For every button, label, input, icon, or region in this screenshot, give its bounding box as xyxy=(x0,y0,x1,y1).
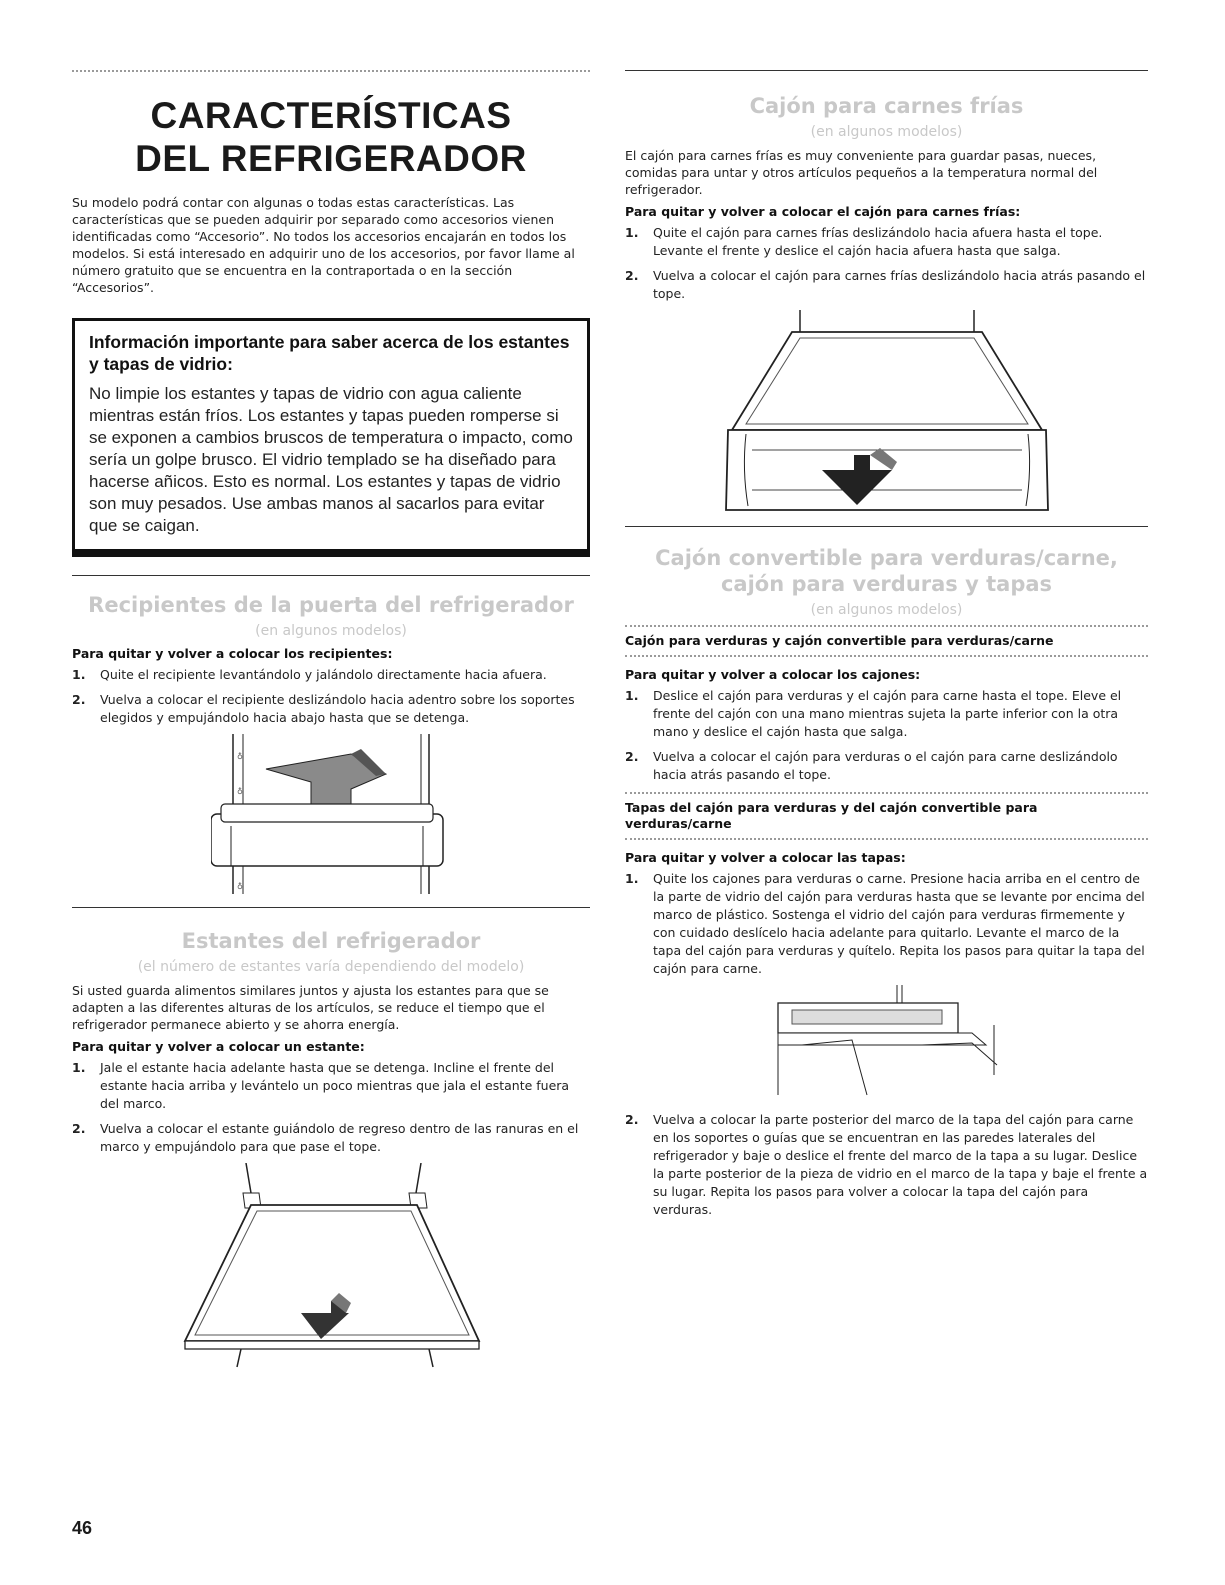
box-divider xyxy=(625,655,1148,657)
svg-text:♁: ♁ xyxy=(237,787,243,796)
meat-drawer-title: Cajón para carnes frías xyxy=(749,94,1024,118)
box-divider xyxy=(625,838,1148,840)
warning-title: Información importante para saber acerca de los estantes y tapas de vidrio: xyxy=(89,332,570,374)
intro-paragraph: Su modelo podrá contar con algunas o todas estas características. Las características que se pueden adquirir por separado como accesorios vienen identificadas como “Accesorio”. No todos los accesorios encajarán en todos los modelos. Si está interesado en adquirir uno de los accesorios, por favor llame al número gratuito que se encuentra en la contraportada o en la sección “Accesorios”. xyxy=(72,195,575,295)
svg-text:♁: ♁ xyxy=(237,882,243,891)
bins-subtitle: (en algunos modelos) xyxy=(255,623,407,639)
list-item: 1. Quite los cajones para verduras o carne. Presione hacia arriba en el centro de la parte de vidrio del cajón para verduras hasta que se levante por encima del marco de plástico. Sostenga el vidrio del cajón para verduras firmemente y con cuidado deslícelo hacia adelante para quitarlo. Levante el marco de la tapa del cajón para verduras y quítelo. Repita los pasos para quitar la tapa del cajón para carne. xyxy=(625,871,1145,976)
crisper-subtitle: (en algunos modelos) xyxy=(810,602,963,618)
list-item: 1. Jale el estante hacia adelante hasta que se detenga. Incline el frente del estante hacia arriba y levántelo un poco mientras que jala el estante fuera del marco. xyxy=(72,1060,570,1111)
page-title xyxy=(72,94,590,180)
crisper-steps-1 xyxy=(625,687,1148,784)
meat-drawer-intro: El cajón para carnes frías es muy conveniente para guardar pasas, nueces, comidas para untar y otros artículos pequeños a la temperatura normal del refrigerador. xyxy=(625,148,1098,197)
list-item: 2. Vuelva a colocar el recipiente deslizándolo hacia adentro sobre los soportes elegidos y empujándolo hacia abajo hasta que se detenga. xyxy=(72,692,575,725)
list-item: 2. Vuelva a colocar el cajón para carnes frías deslizándolo hacia atrás pasando el tope. xyxy=(625,268,1146,301)
crisper-box-1-heading: Cajón para verduras y cajón convertible para verduras/carne xyxy=(625,633,1054,648)
meat-drawer-subhead: Para quitar y volver a colocar el cajón para carnes frías: xyxy=(625,204,1021,219)
title-line-2: DEL REFRIGERADOR xyxy=(135,138,527,179)
left-column xyxy=(72,70,590,1374)
door-bin-illustration xyxy=(211,734,451,899)
page-number: 46 xyxy=(72,1518,93,1538)
crisper-subhead-1: Para quitar y volver a colocar los cajones: xyxy=(625,667,921,682)
warning-body: No limpie los estantes y tapas de vidrio con agua caliente mientras están fríos. Los estantes y tapas pueden romperse si se exponen a cambios bruscos de temperatura o impacto, como sería un golpe brusco. El vidrio templado se ha diseñado para hacerse añicos. Esto es normal. Los estantes y tapas de vidrio son muy pesados. Use ambas manos al sacarlos para evitar que se caigan. xyxy=(89,384,573,535)
list-item: 2. Vuelva a colocar la parte posterior del marco de la tapa del cajón para carne en los soportes o guías que se encuentran en las paredes laterales del refrigerador y baje o deslice el frente del marco de la tapa a su lugar. Deslice la parte posterior de la pieza de vidrio en el marco de la tapa y baje el frente a su lugar. Repita los pasos para volver a colocar la tapa del cajón para verduras. xyxy=(625,1112,1148,1217)
shelves-intro: Si usted guarda alimentos similares juntos y ajusta los estantes para que se adapten a las diferentes alturas de los artículos, se reduce el tiempo que el refrigerador permanece abierto y se ahorra energía. xyxy=(72,983,549,1032)
right-column xyxy=(625,70,1148,1226)
svg-text:♁: ♁ xyxy=(237,752,243,761)
shelves-subtitle: (el número de estantes varía dependiendo del modelo) xyxy=(137,959,525,975)
shelves-title: Estantes del refrigerador xyxy=(181,929,481,953)
bins-title: Recipientes de la puerta del refrigerador xyxy=(88,593,574,617)
meat-drawer-steps xyxy=(625,224,1148,303)
box-divider xyxy=(625,625,1148,627)
shelf-illustration xyxy=(181,1163,481,1368)
top-divider xyxy=(72,70,590,72)
crisper-steps-2b xyxy=(625,1111,1148,1219)
list-item: 1. Deslice el cajón para verduras y el cajón para carne hasta el tope. Eleve el frente del cajón con una mano mientras sujeta la parte inferior con la otra mano y deslice el cajón hasta que salga. xyxy=(625,688,1122,739)
glass-warning-box xyxy=(72,318,590,557)
shelves-subhead: Para quitar y volver a colocar un estante: xyxy=(72,1039,365,1054)
box-divider xyxy=(625,792,1148,794)
crisper-box-2-heading: Tapas del cajón para verduras y del cajón convertible para verduras/carne xyxy=(625,800,1038,831)
list-item: 1. Quite el cajón para carnes frías deslizándolo hacia afuera hasta el tope. Levante el frente y deslice el cajón hacia afuera hasta que salga. xyxy=(625,225,1103,258)
shelves-steps xyxy=(72,1059,590,1156)
crisper-title-line-1: Cajón convertible para verduras/carne, xyxy=(655,546,1118,570)
bins-steps xyxy=(72,666,590,727)
crisper-subhead-2: Para quitar y volver a colocar las tapas: xyxy=(625,850,906,865)
crisper-cover-illustration xyxy=(772,985,1002,1105)
title-line-1: CARACTERÍSTICAS xyxy=(150,95,512,136)
meat-drawer-subtitle: (en algunos modelos) xyxy=(810,124,963,140)
list-item: 2. Vuelva a colocar el estante guiándolo de regreso dentro de las ranuras en el marco y empujándolo para que pase el tope. xyxy=(72,1121,579,1154)
list-item: 1. Quite el recipiente levantándolo y jalándolo directamente hacia afuera. xyxy=(72,667,547,682)
meat-drawer-illustration xyxy=(722,310,1052,520)
bins-subhead: Para quitar y volver a colocar los recipientes: xyxy=(72,646,393,661)
crisper-steps-2a xyxy=(625,870,1148,978)
list-item: 2. Vuelva a colocar el cajón para verduras o el cajón para carne deslizándolo hacia atrás pasando el tope. xyxy=(625,749,1118,782)
crisper-title-line-2: cajón para verduras y tapas xyxy=(720,572,1053,596)
